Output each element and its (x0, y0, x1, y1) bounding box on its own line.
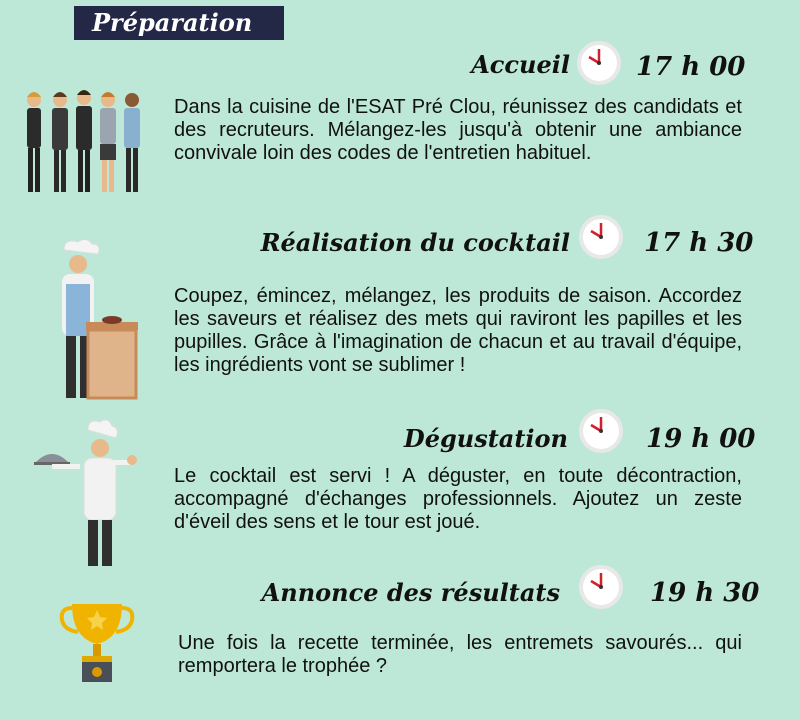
trophy-icon (58, 596, 136, 684)
step-time-realisation: 17 h 30 (644, 228, 754, 258)
step-title-accueil: Accueil (471, 50, 570, 79)
step-text-annonce: Une fois la recette terminée, les entremets savourés... qui remportera le trophée ? (178, 632, 742, 677)
clock-icon (576, 40, 622, 86)
step-text-degustation: Le cocktail est servi ! A déguster, en toute décontraction, accompagné d'échanges professionnels. Ajoutez un zeste d'éveil des sens et le tour est joué. (174, 465, 742, 533)
step-time-accueil: 17 h 00 (636, 52, 746, 82)
chef-cooking-icon (52, 240, 144, 405)
clock-icon (578, 564, 624, 610)
step-text-accueil: Dans la cuisine de l'ESAT Pré Clou, réunissez des candidats et des recruteurs. Mélangez-les jusqu'à obtenir une ambiance convivale loin des codes de l'entretien habituel. (174, 96, 742, 164)
step-title-degustation: Dégustation (403, 424, 568, 453)
step-title-realisation: Réalisation du cocktail (260, 228, 570, 257)
chef-serving-icon (32, 420, 152, 572)
step-title-annonce: Annonce des résultats (261, 578, 560, 607)
step-time-annonce: 19 h 30 (650, 578, 760, 608)
clock-icon (578, 214, 624, 260)
step-text-realisation: Coupez, émincez, mélangez, les produits de saison. Accordez les saveurs et réalisez des mets qui raviront les papilles et les pupilles. Grâce à l'imagination de chacun et au travail d'équipe, les ingrédients vont se sublimer ! (174, 285, 742, 376)
business-people-icon (20, 88, 155, 200)
clock-icon (578, 408, 624, 454)
step-time-degustation: 19 h 00 (646, 424, 756, 454)
section-title: Préparation (74, 6, 284, 40)
